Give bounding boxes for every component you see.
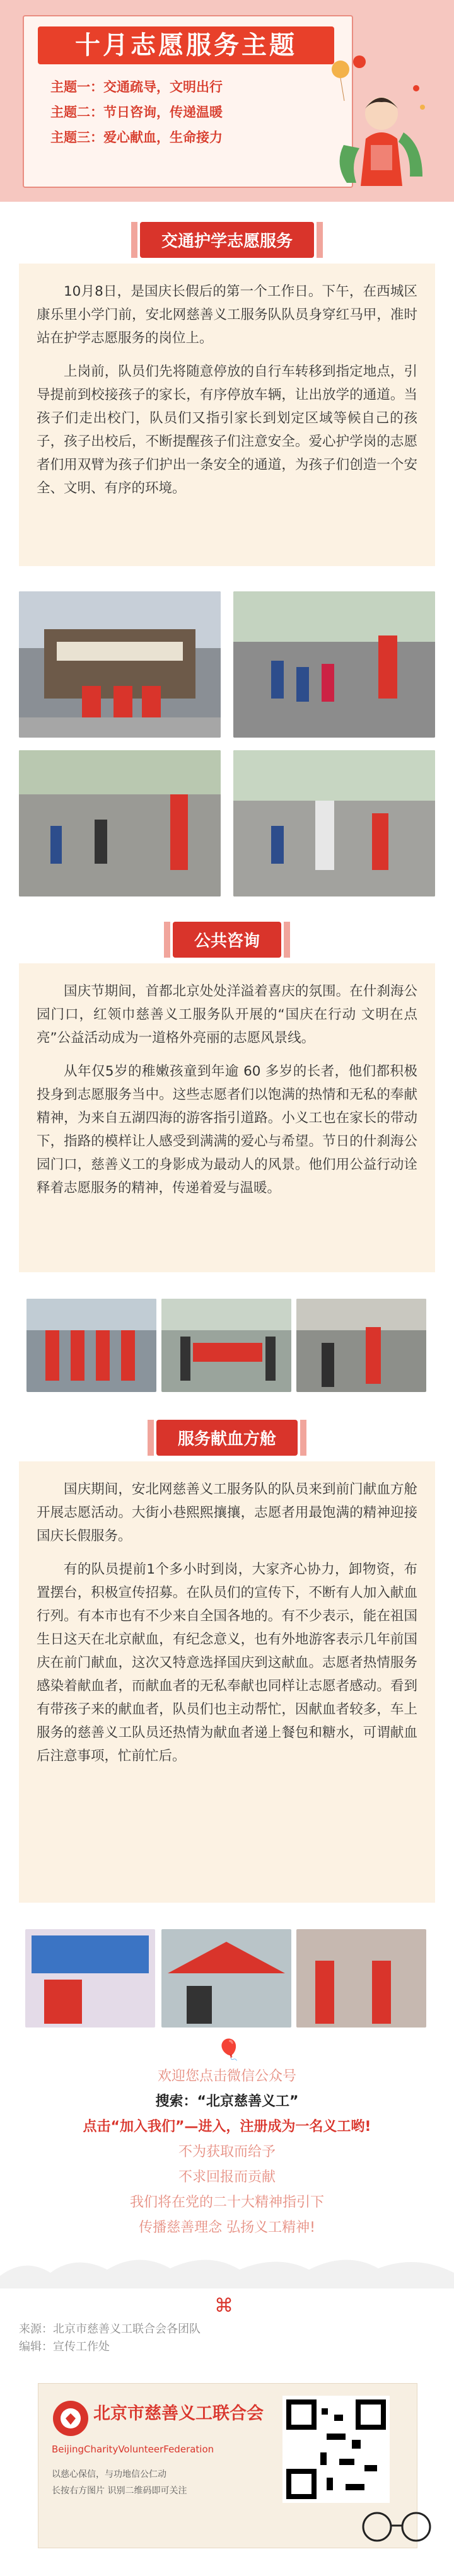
photo-crowd-street: [19, 750, 221, 896]
volunteer-figure-illustration: [328, 50, 435, 189]
org-slogan: 以慈心保信，与功地信公仁动: [52, 2469, 166, 2480]
org-slogan-2: 长按右方图片 识别二维码即可关注: [52, 2486, 187, 2496]
photo-guiding-tourists: [296, 1299, 426, 1392]
paragraph: 有的队员提前1个多小时到岗，大家齐心协力，卸物资，布置摆台，积极宣传招募。在队员们的宣传下，不断有人加入献血行列。有本市也有不少来自全国各地的。有不少表示，能在祖国生日这天在北京献血，有纪念意义，也有外地游客表示几年前国庆在前门献血，这次又特意选择国庆到这献血。志愿者热情服务感染着献血者，而献血者的无私奉献也同样让志愿者感动。看到有带孩子来的献血者，队员们也主动帮忙，因献血者较多，车上服务的慈善义工队员还热情为献血者递上餐包和糖水，可谓献血后注意事项，忙前忙后。: [37, 1562, 417, 1764]
org-name-en: BeijingCharityVolunteerFederation: [52, 2444, 214, 2455]
photo-crossing-guard: [233, 591, 435, 738]
balloon-icon: 🎈: [216, 2038, 242, 2062]
blood-text-panel: [19, 1461, 435, 1903]
footer-line-2: 搜索：“北京慈善义工”: [155, 2094, 299, 2109]
glasses-illustration: [353, 2502, 441, 2552]
paragraph: 上岗前，队员们先将随意停放的自行车转移到指定地点，引导提前到校接孩子的家长，有序停放车辆，让出放学的通道。当孩子们走出校门，队员们又指引家长到划定区域等候自己的孩子，孩子出校后，不断提醒孩子们注意安全。爱心护学岗的志愿者们用双臂为孩子们护出一条安全的通道，为孩子们创造一个安全、文明、有序的环境。: [37, 364, 417, 496]
section-tag-blood: 服务献血方舱: [0, 1420, 454, 1456]
editor-line: 编辑：宣传工作处: [19, 2340, 110, 2353]
source-line: 来源：北京市慈善义工联合会各团队: [19, 2323, 201, 2336]
theme-line-1: 主题一：交通疏导，文明出行: [50, 79, 223, 95]
paragraph: 国庆期间，安北网慈善义工服务队的队员来到前门献血方舱开展志愿活动。大街小巷熙熙攘攘，志愿者用最饱满的精神迎接国庆长假服务。: [37, 1482, 417, 1544]
photo-school-gate: [19, 591, 221, 738]
cloud-divider: [0, 2251, 454, 2289]
photo-group-volunteers: [26, 1299, 156, 1392]
footer-line-7: 传播慈善理念 弘扬义工精神!: [139, 2220, 315, 2236]
section-tag-consult: 公共咨询: [0, 922, 454, 958]
footer-line-4: 不为获取而给予: [178, 2144, 276, 2160]
footer-block: [0, 2064, 454, 2241]
photo-students-walk: [233, 750, 435, 896]
bow-icon: ⌘: [214, 2295, 233, 2317]
paragraph: 10月8日，是国庆长假后的第一个工作日。下午，在西城区康乐里小学门前，安北网慈善义工服务队队员身穿红马甲，准时站在护学志愿服务的岗位上。: [37, 284, 417, 346]
photo-blood-tent: [161, 1929, 291, 2028]
theme-line-3: 主题三：爱心献血，生命接力: [50, 130, 223, 145]
paragraph: 从年仅5岁的稚嫩孩童到年逾 60 多岁的长者，他们都积极投身到志愿服务当中。这些志愿者们以饱满的热情和无私的奉献精神，为来自五湖四海的游客指引道路。小义工也在家长的带动下，指路的模样让人感受到满满的爱心与希望。节日的什刹海公园门口，慈善义工的身影成为最动人的风景。他们用公益行动诠释着志愿服务的精神，传递着爱与温暖。: [37, 1064, 417, 1196]
org-name-cn: 北京市慈善义工联合会: [93, 2404, 264, 2423]
qr-code[interactable]: [282, 2396, 390, 2503]
page-title: 十月志愿服务主题: [38, 26, 334, 64]
footer-line-3: 点击“加入我们”—进入，注册成为一名义工哟!: [83, 2119, 371, 2135]
footer-line-5: 不求回报而贡献: [178, 2169, 276, 2185]
section-tag-traffic: 交通护学志愿服务: [0, 222, 454, 258]
footer-line-6: 我们将在党的二十大精神指引下: [129, 2195, 324, 2210]
photo-blood-bus: [25, 1929, 155, 2028]
photo-blood-volunteers: [296, 1929, 426, 2028]
paragraph: 国庆节期间，首都北京处处洋溢着喜庆的氛围。在什刹海公园门口，红领巾慈善义工服务队开展的“国庆在行动 文明在点亮”公益活动成为一道格外亮丽的志愿风景线。: [37, 983, 417, 1046]
photo-banner-team: [161, 1299, 291, 1392]
traffic-text-panel: [19, 264, 435, 566]
theme-line-2: 主题二：节日咨询，传递温暖: [50, 105, 223, 120]
footer-line-1: 欢迎您点击微信公众号: [157, 2068, 296, 2084]
logo-seal: [52, 2399, 90, 2437]
consult-text-panel: [19, 963, 435, 1272]
